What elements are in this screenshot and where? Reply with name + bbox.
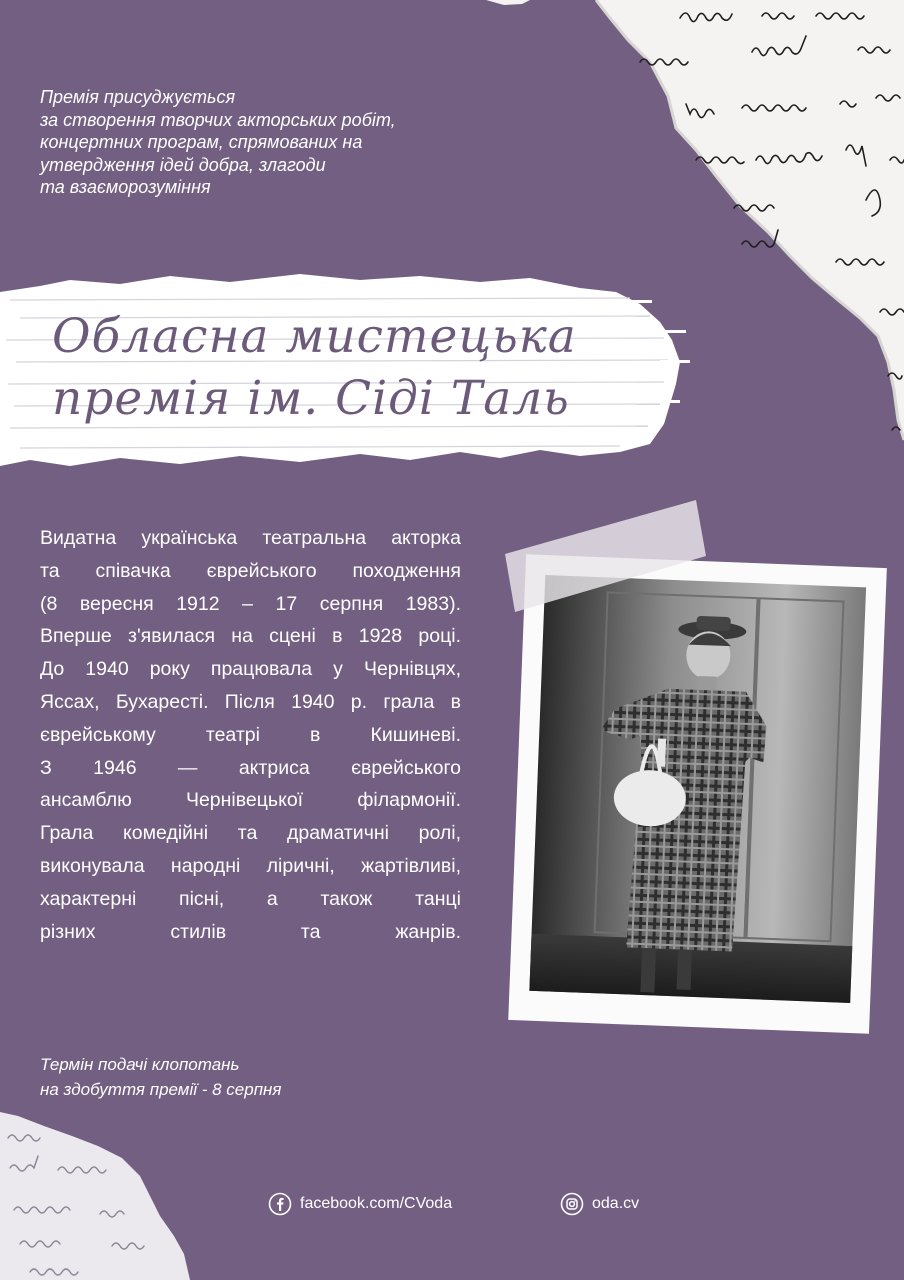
bio-line: характерні пісні, а також танці [40, 887, 461, 910]
intro-line: Премія присуджується [40, 87, 236, 107]
biography-text [40, 522, 461, 948]
bio-line: різних стилів та жанрів. [40, 920, 461, 943]
bio-line: виконувала народні ліричні, жартівливі, [40, 854, 461, 877]
bio-line: Яссах, Бухаресті. Після 1940 р. грала в [40, 690, 461, 713]
bio-line: З 1946 — актриса єврейського [40, 756, 461, 779]
intro-line: та взаєморозуміння [40, 177, 211, 197]
title-line-2: премія ім. Сіді Таль [52, 371, 570, 426]
torn-paper-bottom-left [0, 1112, 190, 1280]
bio-line: ансамблю Чернівецької філармонії. [40, 789, 461, 812]
bio-line: (8 вересня 1912 – 17 серпня 1983). [40, 592, 461, 615]
paper-scrap [486, 0, 530, 5]
photo-polaroid [508, 554, 887, 1034]
poster-title [52, 306, 652, 430]
bio-line: єврейському театрі в Кишиневі. [40, 723, 461, 746]
bio-line: Видатна українська театральна акторка [40, 527, 461, 549]
facebook-url: facebook.com/CVoda [300, 1195, 453, 1212]
submission-deadline [40, 1052, 460, 1102]
deadline-line-2: на здобуття премії - 8 серпня [40, 1080, 282, 1099]
intro-line: концертних програм, спрямованих на [40, 132, 363, 152]
bio-line: Вперше з'явилася на сцені в 1928 році. [40, 625, 461, 648]
instagram-icon [560, 1192, 584, 1216]
bio-line: До 1940 року працювала у Чернівцях, [40, 658, 461, 681]
intro-line: за створення творчих акторських робіт, [40, 109, 396, 130]
bio-line: Грала комедійні та драматичні ролі, [40, 822, 461, 845]
award-description [40, 86, 470, 199]
facebook-icon [268, 1192, 292, 1216]
intro-line: утвердження ідей добра, злагоди [40, 154, 326, 175]
instagram-handle: oda.cv [592, 1195, 640, 1212]
deadline-line-1: Термін подачі клопотань [40, 1055, 240, 1074]
title-line-1: Обласна мистецька [52, 309, 577, 364]
facebook-link[interactable] [268, 1192, 452, 1216]
bio-line: та співачка єврейського походження [40, 559, 461, 582]
instagram-link[interactable] [560, 1192, 639, 1216]
